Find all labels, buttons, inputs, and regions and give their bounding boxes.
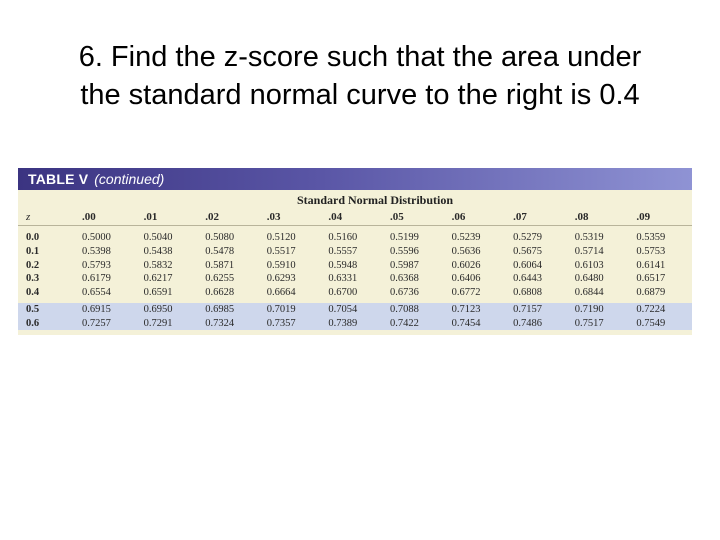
probability-cell: 0.6331	[328, 273, 358, 284]
probability-cell: 0.6664	[266, 286, 296, 298]
z-value-cell: 0.3	[26, 273, 40, 284]
z-value-cell: 0.1	[26, 246, 40, 257]
column-header: .03	[261, 208, 323, 226]
probability-cell: 0.6255	[205, 273, 235, 284]
z-table	[18, 208, 692, 330]
table-row	[18, 301, 692, 317]
column-header: .06	[446, 208, 508, 226]
probability-cell: 0.5636	[451, 246, 481, 257]
z-value-cell: 0.0	[26, 231, 40, 243]
probability-cell: 0.5279	[513, 231, 543, 243]
probability-cell: 0.6950	[138, 301, 200, 317]
probability-cell: 0.7389	[322, 317, 384, 331]
table-row	[18, 317, 692, 331]
probability-cell: 0.7517	[569, 317, 631, 331]
probability-cell: 0.5438	[143, 246, 173, 257]
probability-cell: 0.5517	[266, 246, 296, 257]
probability-cell: 0.6480	[574, 273, 604, 284]
z-value-cell: 0.6	[18, 317, 76, 331]
distribution-title: Standard Normal Distribution	[296, 193, 454, 207]
slide-title-line-1: 6. Find the z-score such that the area under	[78, 41, 642, 73]
probability-cell: 0.6368	[389, 273, 419, 284]
probability-cell: 0.6700	[328, 286, 358, 298]
column-header: .01	[138, 208, 200, 226]
probability-cell: 0.5398	[82, 246, 111, 257]
probability-cell: 0.5987	[389, 259, 419, 271]
probability-cell: 0.6179	[82, 273, 111, 284]
probability-cell: 0.5478	[205, 246, 235, 257]
probability-cell: 0.6293	[266, 273, 296, 284]
probability-cell: 0.7324	[199, 317, 261, 331]
probability-cell: 0.5832	[143, 259, 173, 271]
probability-cell: 0.6985	[199, 301, 261, 317]
probability-cell: 0.6879	[636, 286, 666, 298]
probability-cell: 0.5120	[266, 231, 296, 243]
z-column-header: z	[18, 208, 76, 226]
column-header: .04	[322, 208, 384, 226]
probability-cell: 0.5319	[574, 231, 604, 243]
probability-cell: 0.5910	[266, 259, 296, 271]
probability-cell: 0.6217	[143, 273, 173, 284]
table-subtitle: (continued)	[94, 171, 165, 187]
standard-normal-table	[18, 168, 692, 335]
table-row	[18, 286, 692, 302]
z-value-cell: 0.5	[18, 301, 76, 317]
probability-cell: 0.6628	[205, 286, 235, 298]
z-value-cell: 0.4	[26, 286, 40, 298]
probability-cell: 0.7291	[138, 317, 200, 331]
probability-cell: 0.7257	[76, 317, 138, 331]
column-header: .00	[76, 208, 138, 226]
probability-cell: 0.6103	[574, 259, 604, 271]
probability-cell: 0.7357	[261, 317, 323, 331]
probability-cell: 0.5675	[513, 246, 543, 257]
probability-cell: 0.6591	[143, 286, 173, 298]
probability-cell: 0.7019	[261, 301, 323, 317]
probability-cell: 0.5199	[389, 231, 419, 243]
z-value-cell: 0.2	[26, 259, 40, 271]
probability-cell: 0.6443	[513, 273, 543, 284]
table-row	[18, 259, 692, 273]
probability-cell: 0.7157	[507, 301, 569, 317]
column-header: .02	[199, 208, 261, 226]
probability-cell: 0.5160	[328, 231, 358, 243]
probability-cell: 0.6808	[513, 286, 543, 298]
probability-cell: 0.5871	[205, 259, 235, 271]
table-row	[18, 245, 692, 259]
probability-cell: 0.7422	[384, 317, 446, 331]
probability-cell: 0.7088	[384, 301, 446, 317]
column-header: .07	[507, 208, 569, 226]
probability-cell: 0.7054	[322, 301, 384, 317]
probability-cell: 0.7549	[630, 317, 692, 331]
table-row	[18, 272, 692, 286]
probability-cell: 0.6141	[636, 259, 666, 271]
table-header-bar	[18, 168, 692, 190]
probability-cell: 0.7224	[630, 301, 692, 317]
probability-cell: 0.6517	[636, 273, 666, 284]
probability-cell: 0.5359	[636, 231, 666, 243]
slide-title-line-2: the standard normal curve to the right is 0.4	[80, 79, 640, 111]
z-table-body	[18, 226, 692, 331]
probability-cell: 0.7486	[507, 317, 569, 331]
column-header: .05	[384, 208, 446, 226]
probability-cell: 0.5239	[451, 231, 481, 243]
slide-title	[20, 38, 700, 114]
probability-cell: 0.5753	[636, 246, 666, 257]
table-name: TABLE V	[28, 171, 89, 187]
probability-cell: 0.5040	[143, 231, 173, 243]
probability-cell: 0.6772	[451, 286, 481, 298]
probability-cell: 0.6554	[82, 286, 111, 298]
probability-cell: 0.6406	[451, 273, 481, 284]
probability-cell: 0.5557	[328, 246, 358, 257]
column-header: .09	[630, 208, 692, 226]
probability-cell: 0.6026	[451, 259, 481, 271]
column-header: .08	[569, 208, 631, 226]
probability-cell: 0.7454	[446, 317, 508, 331]
probability-cell: 0.7123	[446, 301, 508, 317]
probability-cell: 0.6844	[574, 286, 604, 298]
probability-cell: 0.5714	[574, 246, 604, 257]
probability-cell: 0.6915	[76, 301, 138, 317]
probability-cell: 0.5596	[389, 246, 419, 257]
table-row	[18, 226, 692, 246]
probability-cell: 0.5948	[328, 259, 358, 271]
probability-cell: 0.6736	[389, 286, 419, 298]
probability-cell: 0.7190	[569, 301, 631, 317]
probability-cell: 0.5080	[205, 231, 235, 243]
probability-cell: 0.6064	[513, 259, 543, 271]
probability-cell: 0.5000	[82, 231, 111, 243]
column-header-row	[18, 208, 692, 226]
probability-cell: 0.5793	[82, 259, 111, 271]
